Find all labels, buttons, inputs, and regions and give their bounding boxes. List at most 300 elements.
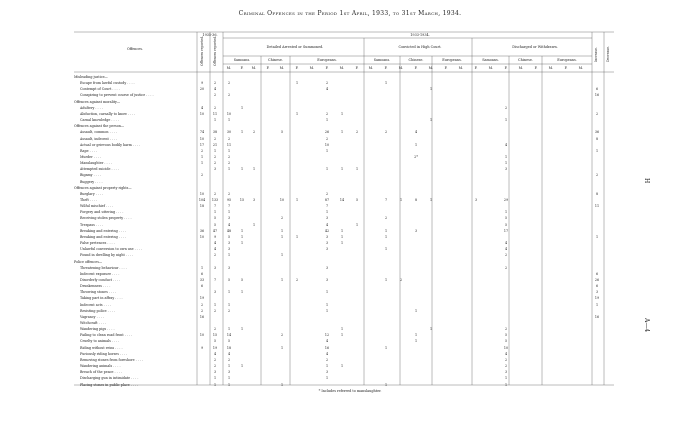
- table-cell: 1: [240, 327, 244, 332]
- europeans-header-3: Europeans.: [557, 58, 577, 62]
- table-cell: 2: [504, 265, 508, 270]
- row-label: Drunkenness . . . .: [80, 284, 111, 289]
- table-cell: 1: [227, 148, 231, 153]
- row-label: Offences against morality—: [74, 99, 121, 104]
- table-cell: 9: [213, 234, 217, 239]
- row-label: Forgery and uttering . . . .: [80, 210, 124, 215]
- table-cell: 1: [213, 148, 217, 153]
- table-cell: 1: [504, 382, 508, 387]
- table-cell: 1: [240, 234, 244, 239]
- table-cell: 1: [227, 382, 231, 387]
- table-cell: 3: [504, 167, 508, 172]
- offences-header: Offences.: [126, 47, 144, 51]
- discharged-header: Discharged or Withdrawn.: [512, 45, 558, 49]
- table-cell: 3: [213, 370, 217, 375]
- mf-header-cell: F.: [295, 65, 299, 70]
- table-cell: 1: [227, 376, 231, 381]
- table-cell: 2: [504, 364, 508, 369]
- row-label: Conspiring to prevent course of justice . . . .: [80, 93, 154, 98]
- mf-header-cell: F.: [240, 65, 244, 70]
- row-label: Wandering pigs . . . .: [80, 327, 115, 332]
- row-label: Police offences—: [74, 259, 103, 264]
- table-cell: 1: [240, 364, 244, 369]
- table-cell: 4: [504, 247, 508, 252]
- table-cell: 2: [325, 357, 329, 362]
- table-cell: 1: [340, 364, 344, 369]
- table-cell: 1: [325, 118, 329, 123]
- table-cell: 5: [240, 277, 244, 282]
- chinese-header-1: Chinese.: [268, 58, 283, 62]
- table-cell: 1: [227, 118, 231, 123]
- table-cell: 2: [213, 136, 217, 141]
- row-label: Throwing stones . . . .: [80, 290, 117, 295]
- table-cell: 1: [325, 308, 329, 313]
- footnote: * Includes referred to manslaughter.: [318, 389, 382, 393]
- table-cell: 14: [339, 198, 345, 202]
- table-cell: 3: [325, 370, 329, 375]
- table-cell: 29: [503, 198, 509, 202]
- row-label: Actual or grievous bodily harm . . . .: [80, 142, 141, 147]
- row-label: Carnal knowledge . . . .: [80, 118, 119, 123]
- table-cell: 1: [384, 81, 388, 86]
- mf-header-cell: F.: [504, 65, 508, 70]
- table-cell: 1: [280, 253, 284, 258]
- table-cell: 7: [325, 204, 329, 209]
- table-cell: 1: [240, 290, 244, 295]
- table-cell: 4: [213, 241, 217, 246]
- table-cell: 5: [227, 234, 231, 239]
- mf-header-cell: M.: [488, 65, 494, 70]
- table-cell: 19: [212, 345, 218, 350]
- table-cell: 2: [227, 81, 231, 86]
- mf-header-cell: F.: [414, 65, 418, 70]
- table-cell: 2: [200, 302, 204, 307]
- table-cell: 2: [213, 327, 217, 332]
- table-cell: 2: [280, 216, 284, 221]
- row-label: Discharging gun in intimidate . . . .: [80, 376, 139, 381]
- table-cell: 2: [200, 173, 204, 178]
- table-cell: 18: [226, 345, 232, 350]
- page-title: Criminal Offences in the Period 1st April, 1933, to 31st March, 1934.: [238, 10, 462, 17]
- table-cell: 10: [503, 345, 509, 350]
- table-cell: 10: [199, 191, 205, 196]
- decrease-header: Decrease.: [606, 45, 610, 62]
- mf-header-cell: M.: [368, 65, 374, 70]
- table-cell: 1: [429, 118, 433, 123]
- table-cell: 5: [227, 339, 231, 344]
- table-cell: 11: [226, 142, 232, 147]
- row-label: Trespass . . . .: [80, 222, 104, 227]
- table-cell: 1: [340, 234, 344, 239]
- table-cell: 2: [325, 111, 329, 116]
- mf-header-cell: F.: [444, 65, 448, 70]
- table-cell: 6: [595, 87, 599, 92]
- row-label: Murder . . . .: [80, 154, 102, 159]
- mf-header-cell: M.: [458, 65, 464, 70]
- table-cell: 2: [213, 364, 217, 369]
- row-label: Adultery . . . .: [80, 105, 103, 110]
- table-cell: 1: [295, 81, 299, 86]
- table-cell: 1: [595, 234, 599, 239]
- table-cell: 1: [295, 234, 299, 239]
- table-cell: 1: [504, 118, 508, 123]
- row-label: Removing stones from foreshore . . . .: [80, 357, 143, 362]
- table-cell: 4: [504, 351, 508, 356]
- table-cell: 3: [414, 228, 418, 233]
- table-cell: 4: [325, 351, 329, 356]
- row-label: Theft . . . .: [80, 198, 98, 202]
- table-cell: 1: [504, 376, 508, 381]
- table-cell: 1: [414, 339, 418, 344]
- table-cell: 2: [227, 308, 231, 313]
- table-cell: 2: [295, 277, 299, 282]
- table-cell: 1: [280, 228, 284, 233]
- table-cell: 1: [213, 302, 217, 307]
- table-cell: 15: [239, 198, 245, 202]
- table-cell: 4: [414, 130, 418, 135]
- row-label: Breach of the peace . . . .: [80, 370, 122, 375]
- row-label: Escape from lawful custody . . . .: [80, 81, 135, 86]
- table-cell: 1: [340, 167, 344, 172]
- table-cell: 9: [200, 81, 204, 86]
- table-cell: 1: [240, 167, 244, 172]
- row-label: Riding without reins . . . .: [80, 345, 123, 350]
- table-cell: 2: [200, 148, 204, 153]
- row-label: Found in dwelling by night . . . .: [80, 253, 134, 258]
- table-cell: 47: [212, 228, 218, 233]
- table-cell: 95: [226, 198, 232, 202]
- row-label: False pretences . . . .: [80, 241, 115, 246]
- table-cell: 5: [504, 333, 508, 338]
- table-cell: 2: [213, 154, 217, 159]
- table-cell: 16: [199, 314, 205, 319]
- row-label: Failing to clean road front . . . .: [80, 333, 133, 338]
- table-cell: 17: [503, 228, 509, 233]
- table-cell: 133: [211, 198, 219, 202]
- table-cell: 3: [325, 247, 329, 252]
- table-cell: 7: [384, 198, 388, 202]
- table-cell: 6: [595, 284, 599, 289]
- table-cell: 2: [227, 357, 231, 362]
- row-label: Unlawful conversion to own use . . . .: [80, 247, 142, 252]
- table-cell: 8: [414, 198, 418, 202]
- table-cell: 1: [200, 161, 204, 166]
- year-1933-header: 1933-1934.: [410, 33, 430, 37]
- table-cell: 3: [325, 241, 329, 246]
- table-cell: 3: [227, 265, 231, 270]
- table-cell: 1: [325, 376, 329, 381]
- table-cell: 10: [199, 136, 205, 141]
- table-cell: 1: [213, 210, 217, 215]
- table-cell: 5: [213, 216, 217, 221]
- row-label: Taking part in affray . . . .: [80, 296, 123, 301]
- table-cell: 1: [280, 277, 284, 282]
- table-cell: 3: [504, 370, 508, 375]
- dealt-summary-header: Detailed Arrested or Summoned.: [266, 45, 324, 49]
- table-cell: 1: [340, 111, 344, 116]
- row-label: Misleading justice—: [74, 75, 108, 79]
- table-cell: 8: [595, 191, 599, 196]
- table-cell: 1: [280, 382, 284, 387]
- table-cell: 1: [384, 345, 388, 350]
- table-cell: 7: [213, 204, 217, 209]
- table-cell: 3: [227, 241, 231, 246]
- mf-header-cell: M.: [428, 65, 434, 70]
- mf-header-cell: M.: [309, 65, 315, 70]
- table-cell: 3: [325, 234, 329, 239]
- table-cell: 2: [213, 93, 217, 98]
- table-cell: 36: [594, 130, 600, 135]
- table-cell: 5: [504, 216, 508, 221]
- table-cell: 5: [227, 277, 231, 282]
- row-label: Rape . . . .: [80, 148, 97, 153]
- table-cell: 2: [200, 308, 204, 313]
- row-label: Receiving stolen property . . . .: [80, 216, 132, 221]
- table-cell: 1: [227, 253, 231, 258]
- table-cell: 1: [252, 222, 256, 227]
- table-cell: 2: [227, 161, 231, 166]
- mf-header-cell: M.: [339, 65, 345, 70]
- table-cell: 1: [595, 148, 599, 153]
- table-cell: 10: [279, 198, 285, 202]
- mf-header-cell: M.: [518, 65, 524, 70]
- table-cell: 42: [324, 228, 330, 233]
- table-cell: 1: [340, 241, 344, 246]
- table-cell: 12: [324, 333, 330, 338]
- table-cell: 1: [325, 148, 329, 153]
- table-cell: 1: [504, 210, 508, 215]
- row-label: Assault, common . . . .: [80, 130, 117, 135]
- table-cell: 2: [213, 105, 217, 110]
- table-cell: 11: [594, 204, 600, 209]
- table-cell: 2: [227, 136, 231, 141]
- table-cell: 1: [200, 154, 204, 159]
- table-cell: 36: [199, 228, 205, 233]
- row-label: Wilful mischief . . . .: [80, 204, 114, 209]
- table-cell: 2: [325, 136, 329, 141]
- row-label: Threatening behaviour . . . .: [80, 265, 127, 270]
- table-cell: 38: [212, 130, 218, 135]
- offences-reported-header-2: Offences reported.: [213, 35, 217, 66]
- europeans-header-1: Europeans.: [317, 58, 337, 62]
- row-label: Manslaughter . . . .: [80, 161, 112, 166]
- convicted-high-court-header: Convicted in High Court.: [398, 45, 442, 49]
- table-cell: 2: [595, 111, 599, 116]
- table-cell: 2: [504, 327, 508, 332]
- table-cell: 2: [227, 154, 231, 159]
- row-label: Indecent acts . . . .: [80, 302, 111, 307]
- row-label: Contempt of Court . . . .: [80, 87, 120, 92]
- table-cell: 1: [200, 265, 204, 270]
- table-cell: 1: [384, 234, 388, 239]
- mf-header-cell: F.: [355, 65, 359, 70]
- row-label: Offences against the person—: [74, 124, 125, 129]
- table-cell: 10: [199, 111, 205, 116]
- table-cell: 1: [227, 327, 231, 332]
- table-cell: 1: [325, 290, 329, 295]
- table-cell: 5: [355, 198, 359, 202]
- chinese-header-3: Chinese.: [518, 58, 533, 62]
- table-cell: 2: [280, 333, 284, 338]
- row-label: Breaking and entering . . . .: [80, 234, 127, 239]
- table-cell: 4: [504, 142, 508, 147]
- table-cell: 1: [429, 87, 433, 92]
- table-cell: 2: [213, 308, 217, 313]
- row-label: Resisting police . . . .: [80, 308, 115, 313]
- table-cell: 2: [213, 161, 217, 166]
- table-cell: 2: [504, 105, 508, 110]
- table-cell: 5: [213, 339, 217, 344]
- table-cell: 1: [325, 210, 329, 215]
- table-cell: 3: [227, 247, 231, 252]
- table-cell: 1: [504, 161, 508, 166]
- row-label: Bigamy . . . .: [80, 173, 101, 178]
- table-cell: 2: [213, 81, 217, 86]
- table-cell: 6: [200, 271, 204, 276]
- table-cell: 1: [240, 105, 244, 110]
- table-cell: 1: [252, 167, 256, 172]
- mf-header-cell: M.: [398, 65, 404, 70]
- table-cell: 10: [324, 142, 330, 147]
- row-label: Wandering animals . . . .: [80, 364, 121, 369]
- table-cell: 1: [295, 111, 299, 116]
- table-cell: 10: [226, 111, 232, 116]
- table-cell: 2: [504, 357, 508, 362]
- mf-header-cell: F.: [534, 65, 538, 70]
- table-cell: 1: [340, 228, 344, 233]
- table-cell: 1: [384, 382, 388, 387]
- table-cell: 4: [200, 105, 204, 110]
- table-cell: 87: [324, 198, 330, 202]
- table-cell: 14: [226, 333, 232, 338]
- row-label: Placing stones in public place . . . .: [80, 382, 139, 387]
- mf-header-cell: F.: [266, 65, 270, 70]
- row-label: Assault, indecent . . . .: [80, 136, 118, 141]
- table-cell: 5: [213, 222, 217, 227]
- side-margin-letter: H: [643, 178, 650, 184]
- table-cell: 1: [414, 333, 418, 338]
- table-cell: 4: [504, 241, 508, 246]
- table-cell: 2: [227, 93, 231, 98]
- table-cell: 1: [504, 154, 508, 159]
- table-cell: 1: [240, 228, 244, 233]
- table-cell: 1: [280, 234, 284, 239]
- table-cell: 2: [325, 81, 329, 86]
- table-cell: 11: [212, 111, 218, 116]
- table-cell: 3: [325, 277, 329, 282]
- table-cell: 1: [213, 382, 217, 387]
- table-cell: 2: [252, 130, 256, 135]
- mf-header-cell: M.: [578, 65, 584, 70]
- table-cell: 4: [213, 87, 217, 92]
- table-cell: 3: [227, 370, 231, 375]
- table-cell: 2: [504, 253, 508, 258]
- table-cell: 1: [325, 167, 329, 172]
- table-cell: 4: [325, 87, 329, 92]
- table-cell: 5: [504, 339, 508, 344]
- table-cell: 15: [212, 333, 218, 338]
- year-1935-header: 1935-36.: [202, 33, 218, 37]
- table-cell: 26: [324, 130, 330, 135]
- table-cell: 26: [594, 277, 600, 282]
- row-label: Indecent exposure . . . .: [80, 271, 120, 276]
- mf-header-cell: M.: [226, 65, 232, 70]
- table-cell: 1: [227, 210, 231, 215]
- table-cell: 1: [340, 327, 344, 332]
- table-cell: 1: [355, 222, 359, 227]
- table-cell: 1: [414, 308, 418, 313]
- table-cell: 16: [324, 345, 330, 350]
- table-cell: 74: [199, 130, 205, 135]
- row-label: Vagrancy . . . .: [80, 314, 104, 319]
- table-cell: 1: [240, 130, 244, 135]
- table-cell: 1: [213, 376, 217, 381]
- table-cell: 2: [213, 357, 217, 362]
- mf-header-cell: F.: [474, 65, 478, 70]
- row-label: Burglary . . . .: [80, 191, 104, 196]
- samoans-header-2: Samoans.: [373, 58, 391, 62]
- table-cell: 1: [325, 364, 329, 369]
- table-cell: 1: [227, 290, 231, 295]
- row-label: Offences against property rights—: [74, 185, 132, 190]
- table-cell: 7: [213, 277, 217, 282]
- table-cell: 1: [355, 167, 359, 172]
- table-cell: 3: [227, 216, 231, 221]
- table-cell: 2: [384, 216, 388, 221]
- table-cell: 4: [325, 339, 329, 344]
- table-cell: 4: [213, 247, 217, 252]
- table-cell: 1: [227, 167, 231, 172]
- table-cell: 9: [200, 345, 204, 350]
- table-cell: 3: [325, 265, 329, 270]
- table-cell: 21: [212, 142, 218, 147]
- increase-header: Increase.: [594, 47, 598, 62]
- table-cell: 33: [199, 277, 205, 282]
- table-cell: 5: [280, 130, 284, 135]
- side-page-number: A—4: [643, 318, 650, 333]
- table-cell: 2: [399, 277, 403, 282]
- mf-header-cell: M.: [251, 65, 257, 70]
- europeans-header-2: Europeans.: [442, 58, 462, 62]
- mf-header-cell: M.: [548, 65, 554, 70]
- table-cell: 4: [213, 351, 217, 356]
- table-cell: 16: [594, 93, 600, 98]
- table-cell: 1: [213, 118, 217, 123]
- table-cell: 19: [594, 296, 600, 301]
- samoans-header-1: Samoans.: [233, 58, 251, 62]
- table-cell: 10: [199, 234, 205, 239]
- table-cell: 10: [199, 333, 205, 338]
- table-cell: 1: [227, 364, 231, 369]
- row-label: Disorderly conduct . . . .: [80, 277, 121, 282]
- table-cell: 2: [355, 130, 359, 135]
- table-cell: 1: [340, 130, 344, 135]
- table-cell: 1: [240, 241, 244, 246]
- table-cell: 18: [199, 204, 205, 209]
- row-label: Buggery . . . .: [80, 179, 103, 184]
- table-cell: 1: [280, 345, 284, 350]
- table-cell: 4: [227, 222, 231, 227]
- mf-header-cell: F.: [564, 65, 568, 70]
- offences-reported-header: Offences reported.: [200, 35, 204, 66]
- table-cell: 1: [384, 228, 388, 233]
- table-cell: 20: [199, 87, 205, 92]
- row-label: Attempted suicide . . . .: [80, 167, 119, 172]
- table-cell: 3: [213, 265, 217, 270]
- table-cell: 2: [384, 130, 388, 135]
- table-cell: 1: [429, 327, 433, 332]
- table-cell: 4: [227, 351, 231, 356]
